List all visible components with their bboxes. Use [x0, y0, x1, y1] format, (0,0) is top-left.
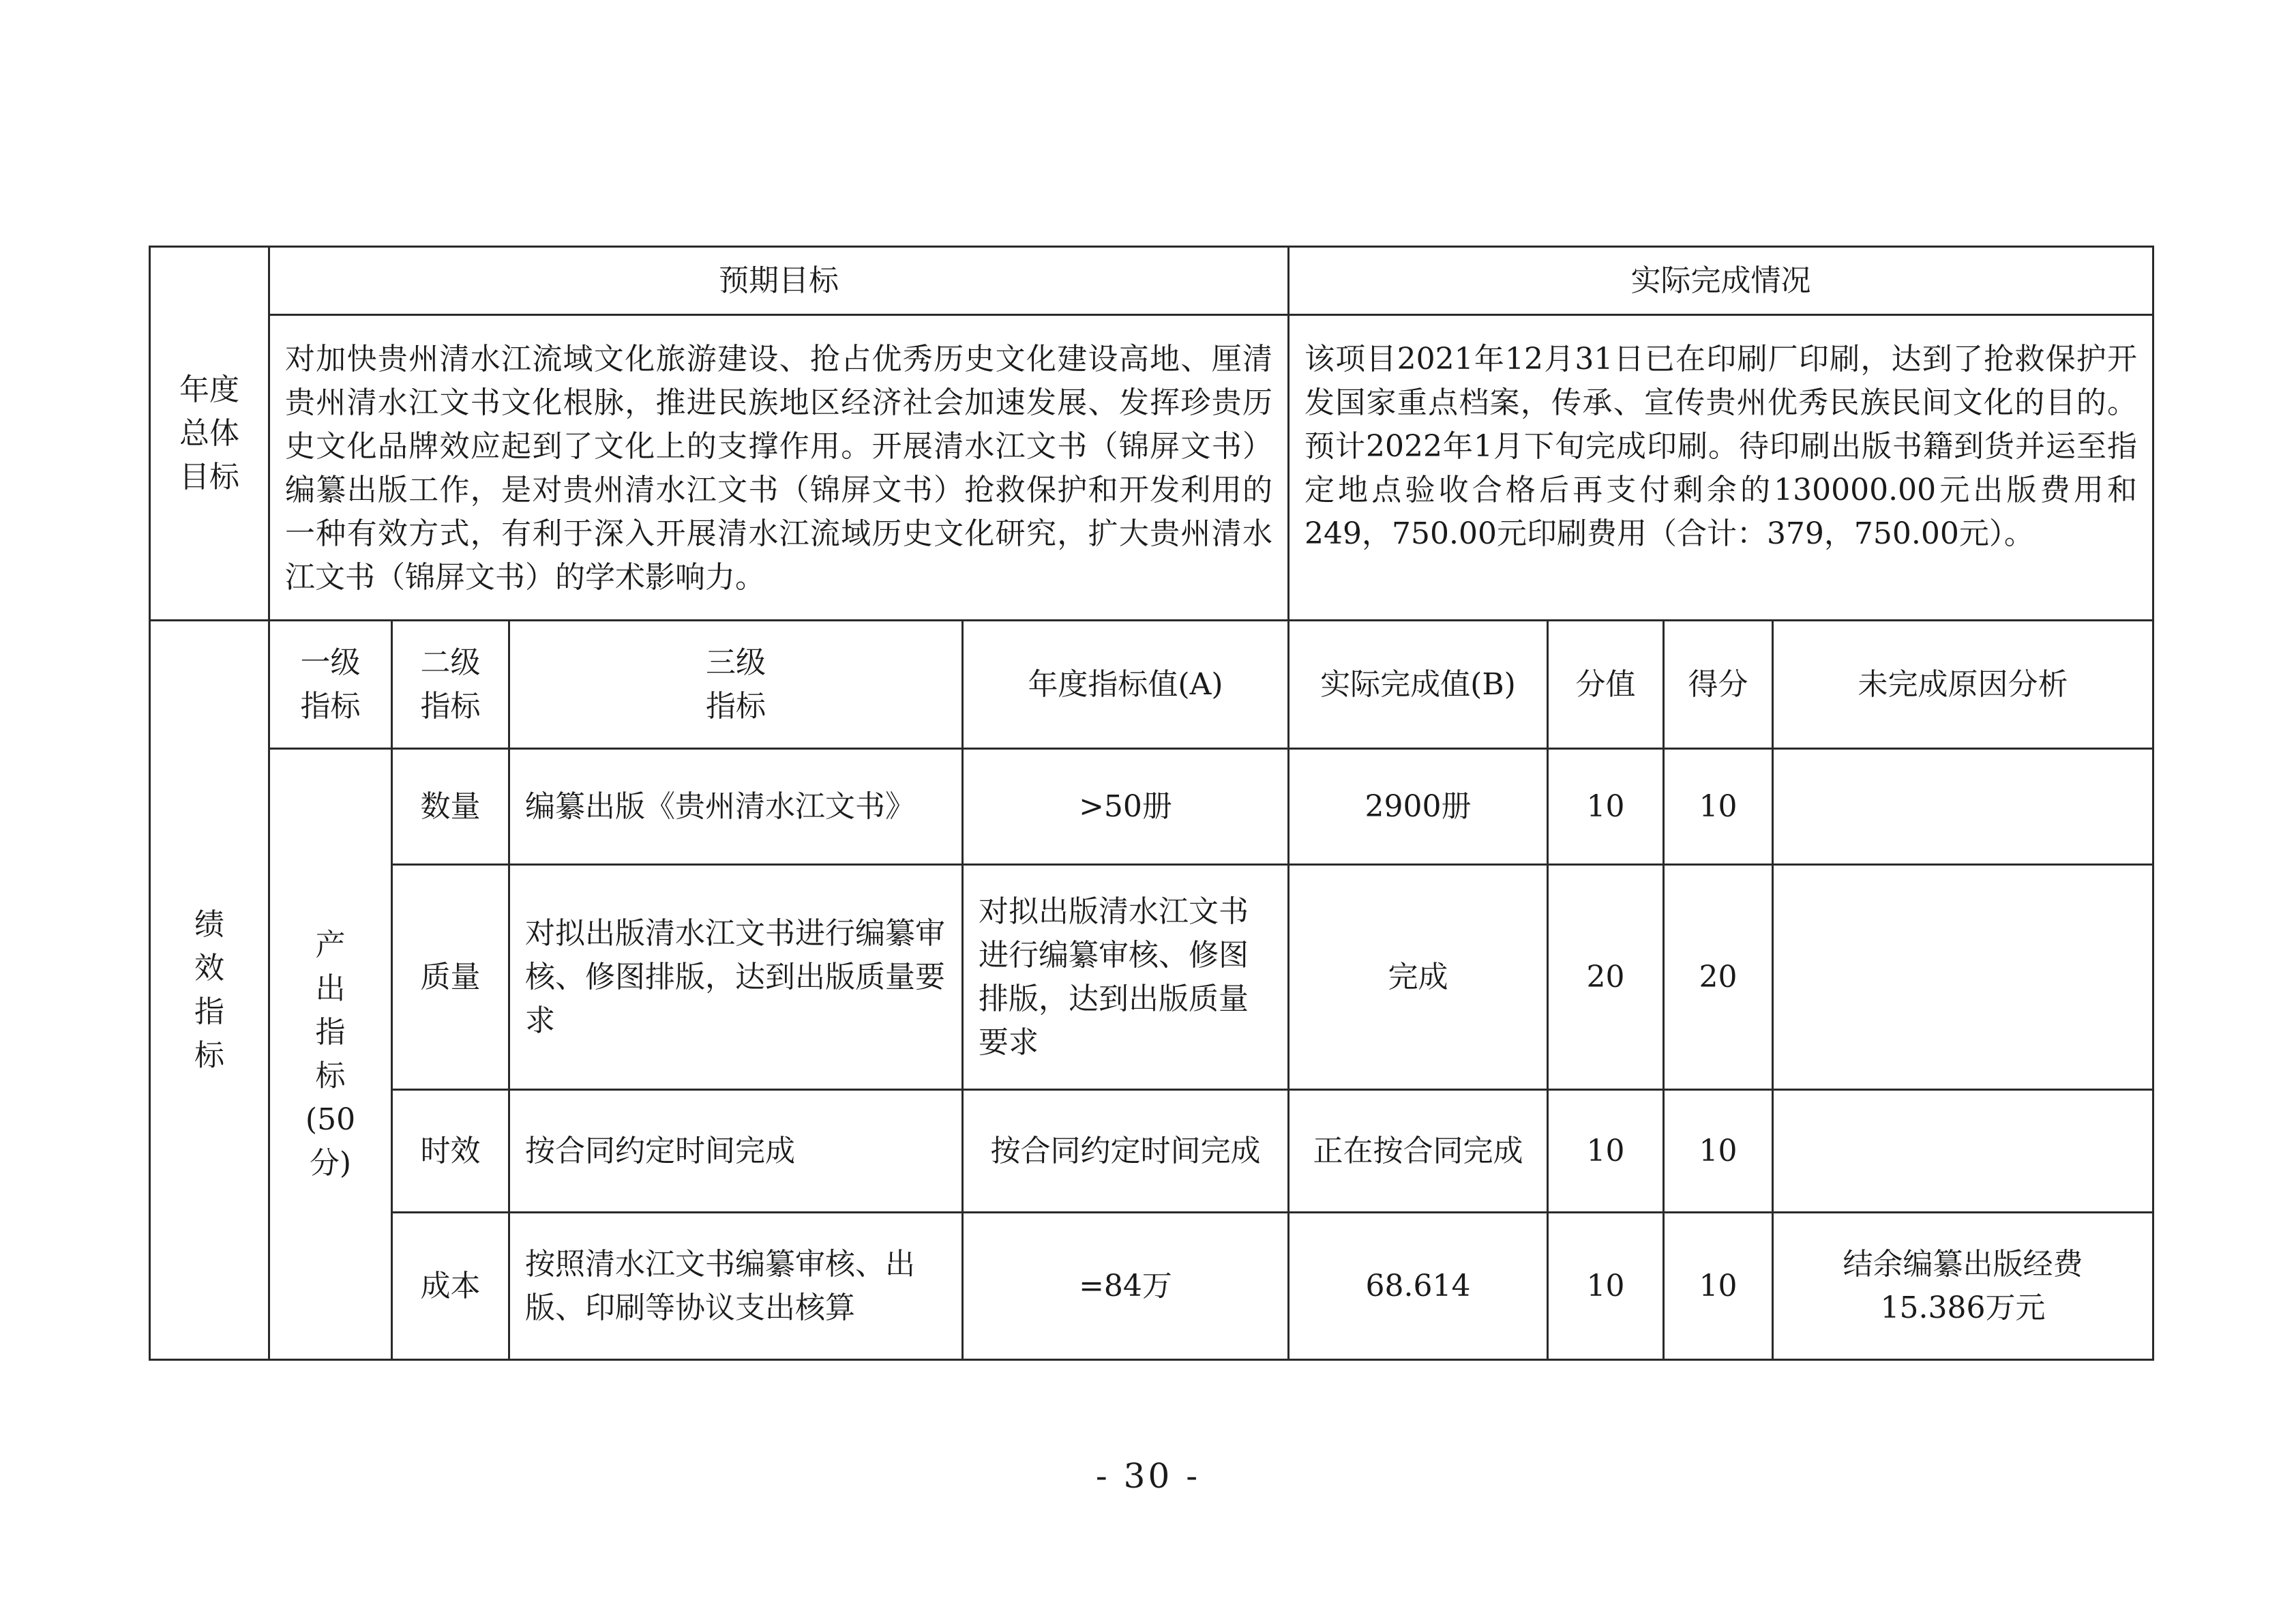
score-value-cell: 20: [1548, 865, 1664, 1090]
score-value-cell: 10: [1548, 1090, 1664, 1213]
output-indicator-label: 产 出 指 标 (50 分): [269, 749, 392, 1360]
level3-cell: 按照清水江文书编纂审核、出版、印刷等协议支出核算: [509, 1213, 963, 1360]
level2-cell: 数量: [392, 749, 509, 865]
reason-cell: [1773, 865, 2153, 1090]
level2-indicator-header: 二级 指标: [392, 621, 509, 749]
level2-cell: 成本: [392, 1213, 509, 1360]
score-value-cell: 10: [1548, 749, 1664, 865]
performance-indicator-label: 绩 效 指 标: [150, 621, 269, 1360]
actual-value-header: 实际完成值(B): [1289, 621, 1548, 749]
expected-goal-text: 对加快贵州清水江流域文化旅游建设、抢占优秀历史文化建设高地、厘清贵州清水江文书文化根脉，推进民族地区经济社会加速发展、发挥珍贵历史文化品牌效应起到了文化上的支撑作用。开展清水江文书（锦屏文书）编纂出版工作，是对贵州清水江文书（锦屏文书）抢救保护和开发利用的一种有效方式，有利于深入开展清水江流域历史文化研究，扩大贵州清水江文书（锦屏文书）的学术影响力。: [269, 315, 1289, 621]
table-row: [150, 1090, 2153, 1213]
page-number: - 30 -: [1095, 1456, 1201, 1496]
annual-goal-label: 年度 总体 目标: [150, 247, 269, 621]
target-cell: >50册: [963, 749, 1289, 865]
actual-cell: 正在按合同完成: [1289, 1090, 1548, 1213]
performance-evaluation-table: [149, 246, 2154, 1361]
score-cell: 10: [1664, 749, 1773, 865]
reason-cell: [1773, 749, 2153, 865]
actual-completion-header: 实际完成情况: [1289, 247, 2153, 315]
level1-indicator-header: 一级 指标: [269, 621, 392, 749]
score-cell: 10: [1664, 1213, 1773, 1360]
actual-cell: 68.614: [1289, 1213, 1548, 1360]
actual-completion-text: 该项目2021年12月31日已在印刷厂印刷，达到了抢救保护开发国家重点档案，传承、宣传贵州优秀民族民间文化的目的。预计2022年1月下旬完成印刷。待印刷出版书籍到货并运至指定地点验收合格后再支付剩余的130000.00元出版费用和249，750.00元印刷费用（合计：379，750.00元）。: [1289, 315, 2153, 621]
score-cell: 20: [1664, 865, 1773, 1090]
level3-cell: 按合同约定时间完成: [509, 1090, 963, 1213]
table-row: [150, 749, 2153, 865]
target-cell: =84万: [963, 1213, 1289, 1360]
score-value-header: 分值: [1548, 621, 1664, 749]
annual-goal-header-row: [150, 247, 2153, 315]
score-value-cell: 10: [1548, 1213, 1664, 1360]
actual-cell: 完成: [1289, 865, 1548, 1090]
level3-indicator-header: 三级 指标: [509, 621, 963, 749]
target-cell: 对拟出版清水江文书进行编纂审核、修图排版，达到出版质量要求: [963, 865, 1289, 1090]
table-row: [150, 865, 2153, 1090]
expected-goal-header: 预期目标: [269, 247, 1289, 315]
score-header: 得分: [1664, 621, 1773, 749]
level3-cell: 编纂出版《贵州清水江文书》: [509, 749, 963, 865]
annual-target-header: 年度指标值(A): [963, 621, 1289, 749]
indicator-header-row: [150, 621, 2153, 749]
level2-cell: 质量: [392, 865, 509, 1090]
target-cell: 按合同约定时间完成: [963, 1090, 1289, 1213]
reason-cell: [1773, 1090, 2153, 1213]
score-cell: 10: [1664, 1090, 1773, 1213]
level2-cell: 时效: [392, 1090, 509, 1213]
level3-cell: 对拟出版清水江文书进行编纂审核、修图排版，达到出版质量要求: [509, 865, 963, 1090]
actual-cell: 2900册: [1289, 749, 1548, 865]
annual-goal-content-row: [150, 315, 2153, 621]
reason-cell: 结余编纂出版经费 15.386万元: [1773, 1213, 2153, 1360]
reason-analysis-header: 未完成原因分析: [1773, 621, 2153, 749]
table-row: [150, 1213, 2153, 1360]
